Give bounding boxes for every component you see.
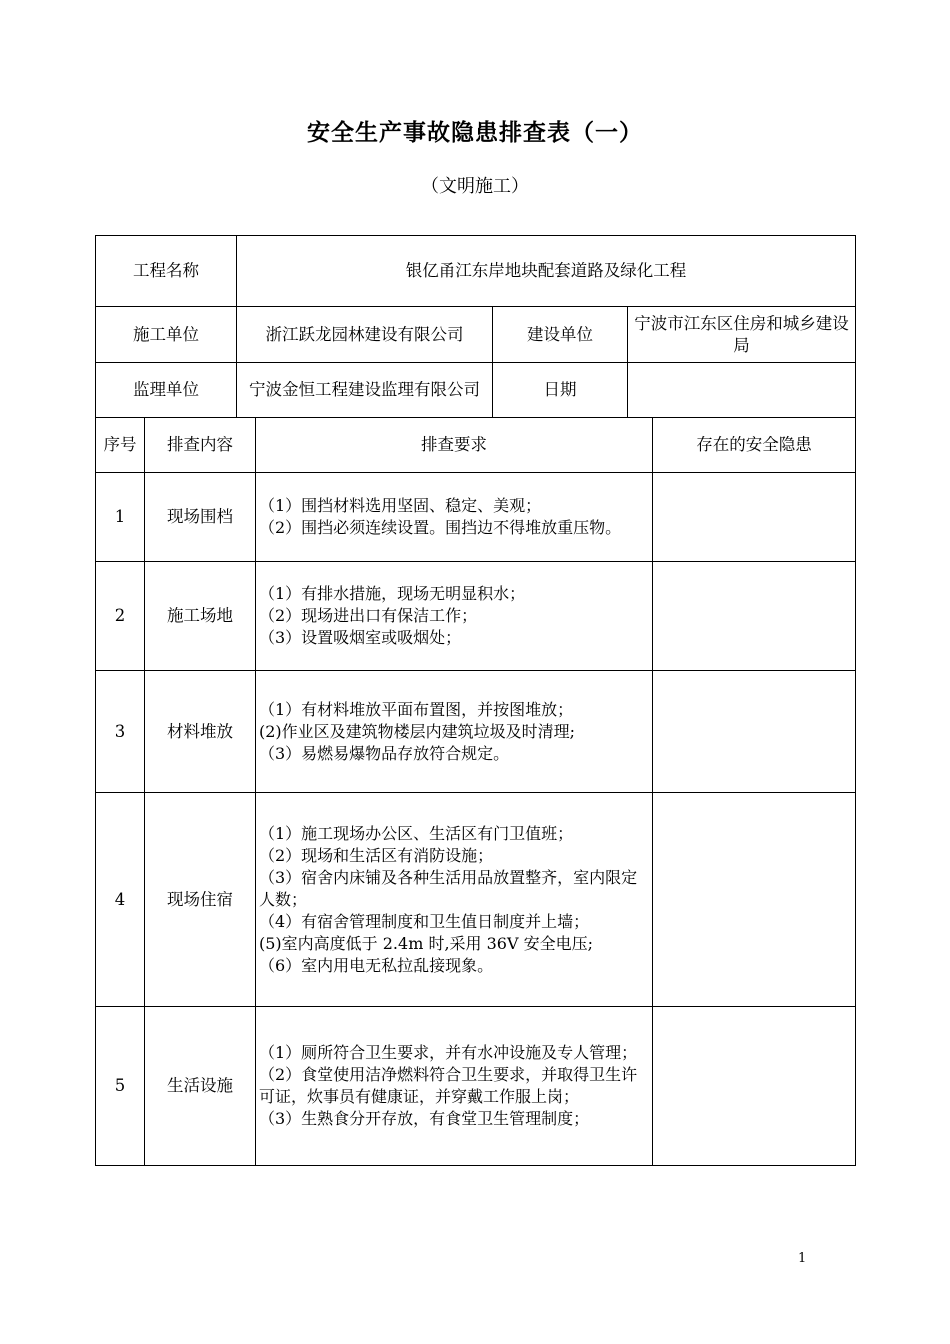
page-number: 1	[798, 1251, 807, 1266]
column-header-no: 序号	[96, 418, 145, 473]
row-item: 材料堆放	[145, 671, 256, 793]
row-hazard-cell[interactable]	[653, 562, 856, 671]
row-item: 现场住宿	[145, 793, 256, 1007]
row-requirements	[256, 562, 653, 671]
requirement-line: （1）厕所符合卫生要求，并有水冲设施及专人管理；	[259, 1043, 638, 1062]
row-number: 5	[96, 1007, 145, 1166]
column-header-item: 排查内容	[145, 418, 256, 473]
requirement-line: （3）生熟食分开存放，有食堂卫生管理制度；	[259, 1109, 590, 1128]
table-header-row	[96, 418, 856, 473]
row-number: 1	[96, 473, 145, 562]
requirement-line: (2)作业区及建筑物楼层内建筑垃圾及时清理;	[259, 721, 576, 741]
row-number: 4	[96, 793, 145, 1007]
requirement-line: （2）现场和生活区有消防设施；	[259, 845, 494, 865]
requirement-line: （2）围挡必须连续设置。围挡边不得堆放重压物。	[259, 518, 622, 537]
row-hazard-cell[interactable]	[653, 793, 856, 1007]
owner-label: 建设单位	[493, 307, 628, 363]
requirement-line: （1）施工现场办公区、生活区有门卫值班；	[259, 823, 574, 843]
supervisor-value: 宁波金恒工程建设监理有限公司	[237, 363, 493, 418]
column-header-hazards: 存在的安全隐患	[653, 418, 856, 473]
column-header-requirements: 排查要求	[256, 418, 653, 473]
project-name-value: 银亿甬江东岸地块配套道路及绿化工程	[237, 236, 856, 307]
requirement-line: （2）现场进出口有保洁工作；	[259, 606, 478, 625]
requirement-line: （1）围挡材料选用坚固、稳定、美观；	[259, 496, 542, 515]
table-row	[96, 793, 856, 1007]
table-row	[96, 671, 856, 793]
row-requirements	[256, 473, 653, 562]
table-row	[96, 562, 856, 671]
contractor-label: 施工单位	[96, 307, 237, 363]
project-info-table	[95, 235, 856, 418]
requirement-line: (5)室内高度低于 2.4m 时,采用 36V 安全电压;	[259, 933, 594, 953]
requirement-line: （3）设置吸烟室或吸烟处；	[259, 628, 462, 647]
requirement-line: （2）食堂使用洁净燃料符合卫生要求，并取得卫生许可证，炊事员有健康证，并穿戴工作服上岗；	[259, 1065, 638, 1106]
document-subtitle: （文明施工）	[421, 176, 529, 197]
supervisor-label: 监理单位	[96, 363, 237, 418]
requirement-line: （3）宿舍内床铺及各种生活用品放置整齐，室内限定人数；	[259, 867, 638, 909]
document-title: 安全生产事故隐患排查表（一）	[307, 119, 643, 146]
date-label: 日期	[493, 363, 628, 418]
requirement-line: （3）易燃易爆物品存放符合规定。	[259, 743, 510, 763]
table-row	[96, 473, 856, 562]
contractor-value: 浙江跃龙园林建设有限公司	[237, 307, 493, 363]
inspection-table	[95, 417, 856, 1166]
row-item: 生活设施	[145, 1007, 256, 1166]
requirement-line: （1）有材料堆放平面布置图，并按图堆放；	[259, 699, 574, 719]
table-row	[96, 1007, 856, 1166]
owner-value: 宁波市江东区住房和城乡建设局	[628, 307, 856, 363]
row-hazard-cell[interactable]	[653, 1007, 856, 1166]
row-number: 2	[96, 562, 145, 671]
row-hazard-cell[interactable]	[653, 473, 856, 562]
row-hazard-cell[interactable]	[653, 671, 856, 793]
requirement-line: （1）有排水措施，现场无明显积水；	[259, 584, 526, 603]
row-number: 3	[96, 671, 145, 793]
row-requirements	[256, 793, 653, 1007]
row-requirements	[256, 1007, 653, 1166]
requirement-line: （6）室内用电无私拉乱接现象。	[259, 955, 494, 975]
row-requirements	[256, 671, 653, 793]
date-value	[628, 363, 856, 418]
row-item: 施工场地	[145, 562, 256, 671]
row-item: 现场围档	[145, 473, 256, 562]
requirement-line: （4）有宿舍管理制度和卫生值日制度并上墙；	[259, 911, 590, 931]
project-name-label: 工程名称	[96, 236, 237, 307]
